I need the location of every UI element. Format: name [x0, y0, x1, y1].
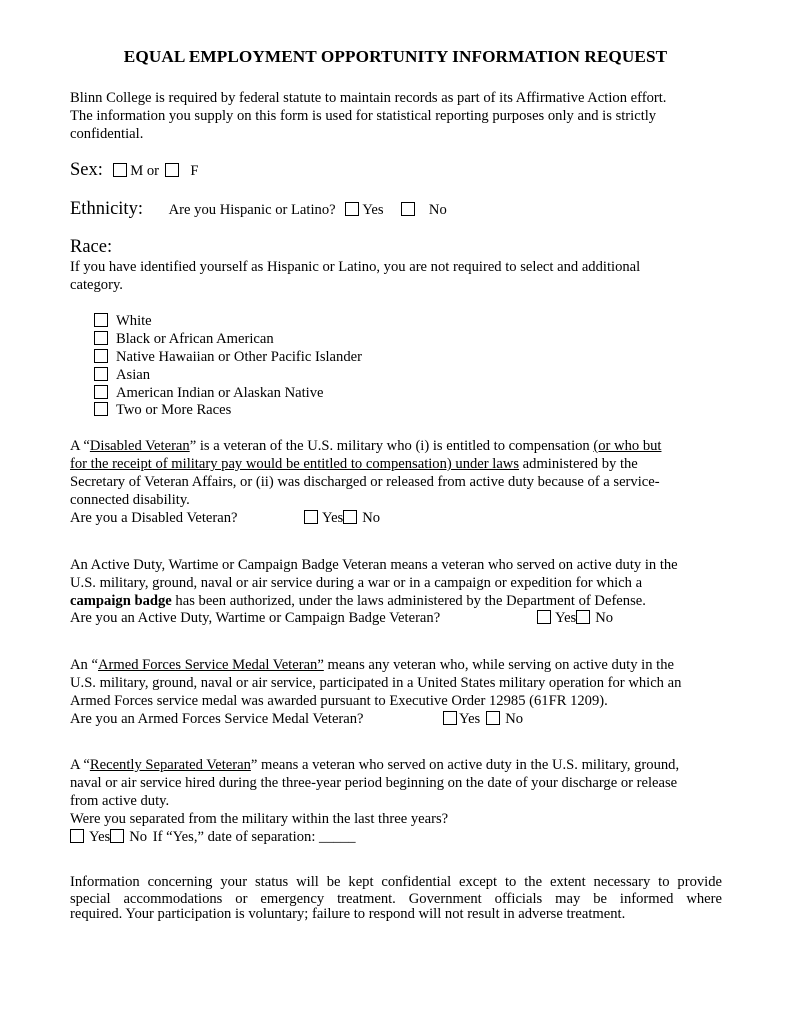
- race-note-line-2: category.: [70, 277, 123, 293]
- disabled-no-checkbox[interactable]: [343, 510, 357, 524]
- sex-f-checkbox[interactable]: [165, 163, 179, 177]
- intro-line-2: The information you supply on this form is used for statistical reporting purposes only and is strictly: [70, 108, 657, 124]
- intro-line-3: confidential.: [70, 126, 144, 142]
- active-duty-no-label: No: [595, 610, 614, 626]
- race-option: [94, 366, 150, 384]
- recent-question: Were you separated from the military within the last three years?: [70, 811, 449, 827]
- disabled-veteran-question: Are you a Disabled Veteran?: [70, 510, 238, 526]
- race-option: [94, 401, 231, 419]
- armed-forces-yes-checkbox[interactable]: [443, 711, 457, 725]
- disabled-veteran-line-2: [70, 455, 638, 473]
- race-option: [94, 384, 323, 402]
- hispanic-no-label: No: [428, 202, 447, 218]
- race-hawaiian-checkbox[interactable]: [94, 349, 108, 363]
- disabled-yes-checkbox[interactable]: [304, 510, 318, 524]
- footer-line-2: special accommodations or emergency treatment. Government officials may be informed where: [70, 891, 722, 907]
- hispanic-no-checkbox[interactable]: [401, 202, 415, 216]
- armed-forces-yes-label: Yes: [459, 711, 481, 727]
- race-option: [94, 330, 274, 348]
- race-option-label: Black or African American: [116, 331, 274, 347]
- race-two-or-more-checkbox[interactable]: [94, 402, 108, 416]
- armed-forces-question: Are you an Armed Forces Service Medal Veteran?: [70, 711, 364, 727]
- text-fragment: ” means a veteran who served on active duty in the U.S. military, ground,: [250, 757, 680, 773]
- disabled-no-label: No: [362, 510, 381, 526]
- sex-m-label: M: [130, 163, 144, 179]
- armed-forces-term: Armed Forces Service Medal Veteran”: [97, 657, 324, 673]
- race-note-line-1: If you have identified yourself as Hispanic or Latino, you are not required to select and additional: [70, 259, 641, 275]
- underlined-clause: (or who but: [593, 438, 662, 454]
- recent-line-1: [70, 756, 679, 774]
- ethnicity-question: Are you Hispanic or Latino?: [168, 202, 336, 218]
- intro-line-1: Blinn College is required by federal statute to maintain records as part of its Affirmative Action effort.: [70, 90, 667, 106]
- race-option: [94, 348, 362, 366]
- recent-yes-label: Yes: [89, 829, 111, 845]
- active-duty-line-2: U.S. military, ground, naval or air service during a war or in a campaign or expedition for which a: [70, 575, 643, 591]
- text-fragment: A “: [70, 757, 90, 773]
- sex-label: Sex:: [70, 160, 103, 180]
- recent-line-2: naval or air service hired during the three-year period beginning on the date of your discharge or release: [70, 775, 678, 791]
- ethnicity-row: [70, 200, 447, 219]
- footer-line-3: required. Your participation is voluntary; failure to respond will not result in adverse treatment.: [70, 906, 626, 922]
- armed-forces-line-2: U.S. military, ground, naval or air service, participated in a United States military operation for which an: [70, 675, 682, 691]
- armed-forces-no-label: No: [505, 711, 524, 727]
- active-duty-line-1: An Active Duty, Wartime or Campaign Badge Veteran means a veteran who served on active duty in the: [70, 557, 678, 573]
- active-duty-answers: [537, 609, 613, 627]
- race-option: [94, 312, 152, 330]
- text-fragment: means any veteran who, while serving on active duty in the: [323, 657, 674, 673]
- active-duty-line-3: [70, 592, 646, 610]
- recent-no-label: No: [129, 829, 148, 845]
- separation-date-field[interactable]: _____: [319, 829, 356, 845]
- text-fragment: ” is a veteran of the U.S. military who (i) is entitled to compensation: [189, 438, 594, 454]
- text-fragment: An “: [70, 657, 98, 673]
- recent-line-3: from active duty.: [70, 793, 170, 809]
- active-duty-no-checkbox[interactable]: [576, 610, 590, 624]
- recent-yes-checkbox[interactable]: [70, 829, 84, 843]
- race-option-label: Native Hawaiian or Other Pacific Islander: [116, 349, 362, 365]
- armed-forces-answers: [443, 710, 523, 728]
- disabled-veteran-line-1: [70, 437, 661, 455]
- underlined-clause: for the receipt of military pay would be entitled to compensation) under laws: [70, 456, 520, 472]
- recent-no-checkbox[interactable]: [110, 829, 124, 843]
- recent-answers: [70, 828, 356, 846]
- ethnicity-label: Ethnicity:: [70, 199, 143, 219]
- text-fragment: has been authorized, under the laws administered by the Department of Defense.: [171, 593, 646, 609]
- race-option-label: American Indian or Alaskan Native: [116, 385, 324, 401]
- race-white-checkbox[interactable]: [94, 313, 108, 327]
- disabled-veteran-answers: [304, 509, 380, 527]
- recently-separated-term: Recently Separated Veteran: [89, 757, 251, 773]
- disabled-yes-label: Yes: [322, 510, 344, 526]
- disabled-veteran-line-3: Secretary of Veteran Affairs, or (ii) was discharged or released from active duty because of a service-: [70, 474, 660, 490]
- active-duty-yes-checkbox[interactable]: [537, 610, 551, 624]
- separation-date-label: If “Yes,” date of separation:: [152, 829, 316, 845]
- race-asian-checkbox[interactable]: [94, 367, 108, 381]
- race-option-label: Asian: [116, 367, 151, 383]
- race-label: Race:: [70, 237, 113, 257]
- campaign-badge-term: campaign badge: [70, 593, 172, 609]
- sex-m-checkbox[interactable]: [113, 163, 127, 177]
- armed-forces-line-1: [70, 656, 674, 674]
- active-duty-yes-label: Yes: [555, 610, 577, 626]
- hispanic-yes-label: Yes: [362, 202, 384, 218]
- armed-forces-line-3: Armed Forces service medal was awarded pursuant to Executive Order 12985 (61FR 1209).: [70, 693, 608, 709]
- sex-row: [70, 161, 198, 180]
- sex-f-label: F: [190, 163, 199, 179]
- hispanic-yes-checkbox[interactable]: [345, 202, 359, 216]
- race-option-label: White: [116, 313, 152, 329]
- armed-forces-no-checkbox[interactable]: [486, 711, 500, 725]
- text-fragment: A “: [70, 438, 90, 454]
- text-fragment: administered by the: [519, 456, 638, 472]
- race-black-checkbox[interactable]: [94, 331, 108, 345]
- sex-or-label: or: [146, 163, 160, 179]
- disabled-veteran-term: Disabled Veteran: [89, 438, 190, 454]
- race-american-indian-checkbox[interactable]: [94, 385, 108, 399]
- footer-line-1: Information concerning your status will be kept confidential except to the extent necessary to provide: [70, 874, 722, 890]
- page-title: EQUAL EMPLOYMENT OPPORTUNITY INFORMATION REQUEST: [123, 47, 668, 66]
- active-duty-question: Are you an Active Duty, Wartime or Campaign Badge Veteran?: [70, 610, 441, 626]
- race-option-label: Two or More Races: [116, 402, 232, 418]
- disabled-veteran-line-4: connected disability.: [70, 492, 190, 508]
